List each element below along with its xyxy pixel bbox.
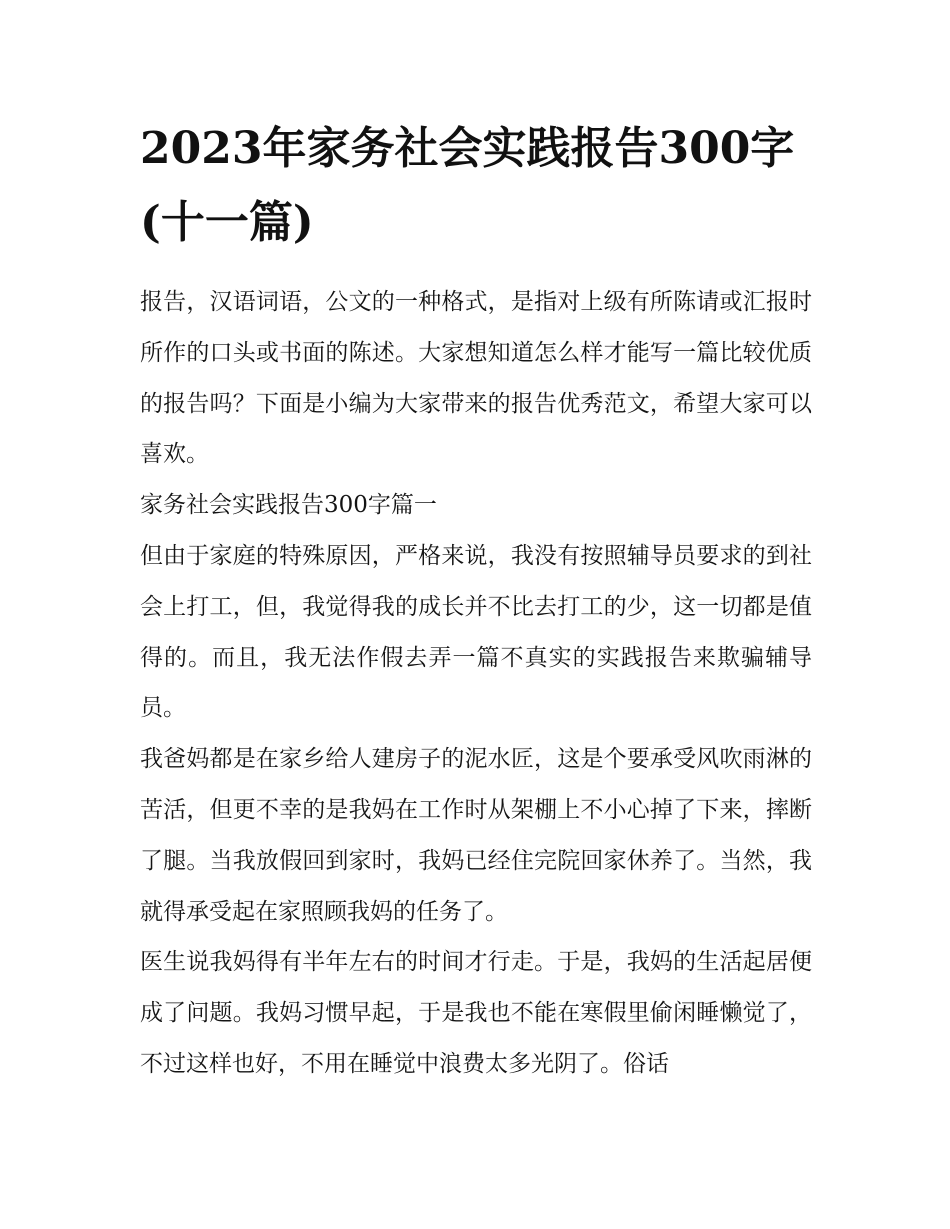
body-paragraph: 但由于家庭的特殊原因，严格来说，我没有按照辅导员要求的到社会上打工，但，我觉得我的成长并不比去打工的少，这一切都是值得的。而且，我无法作假去弄一篇不真实的实践报告来欺骗辅导员。 [140,542,812,722]
document-title: 2023年家务社会实践报告300字(十一篇) [140,123,795,248]
intro-paragraph: 报告，汉语词语，公文的一种格式，是指对上级有所陈请或汇报时所作的口头或书面的陈述。大家想知道怎么样才能写一篇比较优质的报告吗？下面是小编为大家带来的报告优秀范文，希望大家可以喜欢。 [140,289,812,468]
section-heading: 家务社会实践报告300字篇一 [140,492,437,519]
document-body [140,277,812,1090]
body-paragraph: 医生说我妈得有半年左右的时间才行走。于是，我妈的生活起居便成了问题。我妈习惯早起，于是我也不能在寒假里偷闲睡懒觉了，不过这样也好，不用在睡觉中浪费太多光阴了。俗话 [140,949,812,1077]
body-paragraph: 我爸妈都是在家乡给人建房子的泥水匠，这是个要承受风吹雨淋的苦活，但更不幸的是我妈在工作时从架棚上不小心掉了下来，摔断了腿。当我放假回到家时，我妈已经住完院回家休养了。当然，我就得承受起在家照顾我妈的任务了。 [140,746,812,925]
